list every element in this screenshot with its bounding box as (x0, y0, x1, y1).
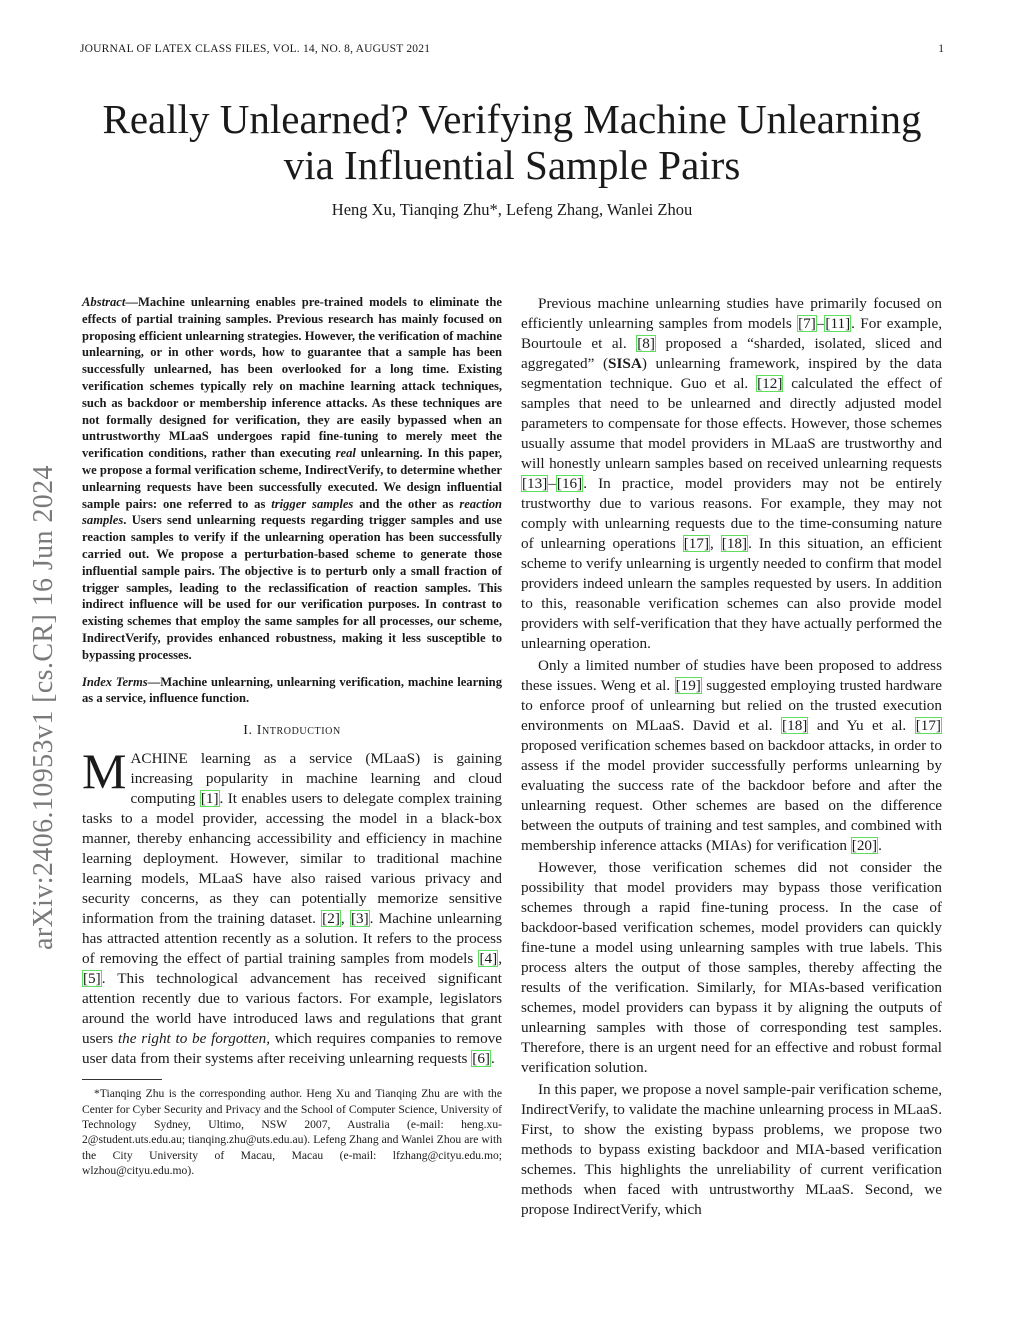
abstract-lead: Abstract (82, 295, 126, 309)
citation-link[interactable]: [16] (556, 475, 583, 492)
right-column (521, 294, 942, 1222)
drop-cap: M (82, 743, 127, 800)
right-to-be-forgotten: the right to be forgotten (117, 1030, 267, 1048)
title-line-2: via Influential Sample Pairs (283, 142, 741, 188)
intro-text-b: . It enables users to delegate complex training tasks to a model provider, accessing the model in a black-box manner, thereby enhancing accessibility and efficiency in machine learning deployment. However, similar to traditional machine learning models, MLaaS have also raised various privacy and security concerns, as they can potentially memorize sensitive information from the training dataset. (82, 790, 503, 928)
right-paragraph-3: However, those verification schemes did not consider the possibility that model providers may bypass those verification schemes through a rapid fine-tuning process. In the case of backdoor-based verification schemes, model providers can quickly fine-tune a model using unlearning samples with true labels. This process alters the output of those samples, thereby affecting the results of the verification. Similarly, for MIAs-based verification schemes, model providers can bypass it by aligning the outputs of unlearning samples with those of corresponding test samples. Therefore, there is an urgent need for an effective and robust formal verification solution. (521, 859, 942, 1076)
text: and Yu et al. (808, 717, 915, 734)
abstract-text-4: . Users send unlearning requests regarding trigger samples and use reaction samples to verify if the unlearning operation has been successfully carried out. We propose a perturbation-based scheme to generate those influential sample pairs. The objective is to perturb only a small fraction of trigger samples, leading to the reclassification of reaction samples. This indirect influence will be used for our verification purposes. In contrast to existing schemes that employ the same samples for all processes, our scheme, IndirectVerify, provides enhanced robustness, making it less susceptible to bypassing processes. (82, 513, 502, 662)
separator: – (548, 475, 556, 492)
citation-link[interactable]: [2] (322, 910, 340, 928)
text: suggested employing trusted hardware to enforce proof of unlearning but relied on the trusted execution environments on MLaaS. David et al. (521, 677, 942, 734)
citation-link[interactable]: [13] (522, 475, 548, 492)
separator: , (498, 950, 502, 968)
section-heading-introduction (82, 721, 502, 741)
citation-link[interactable]: [20] (851, 837, 878, 854)
arxiv-stamp: arXiv:2406.10953v1 [cs.CR] 16 Jun 2024 (28, 465, 59, 950)
abstract-text-2: unlearning. In this paper, we propose a formal verification scheme, IndirectVerify, to determine whether unlearning requests have been successfully executed. We design influential sample pairs: one referred to as (82, 446, 503, 511)
right-paragraph-1 (521, 294, 942, 654)
index-terms-lead: Index Terms (82, 674, 148, 689)
separator: – (816, 315, 825, 332)
abstract-text-1: —Machine unlearning enables pre-trained models to eliminate the effects of partial training samples. Previous research has mainly focused on proposing efficient unlearning strategies. However, the verification of machine unlearning, or in other words, how to guarantee that a sample has been successfully unlearned, has been overlooked for a long time. Existing verification schemes typically rely on machine learning attack techniques, such as backdoor or membership inference attacks. As these techniques are not formally designed for verification, they are easily bypassed when an untrustworthy MLaaS undergoes rapid fine-tuning to merely meet the verification conditions, rather than executing (82, 295, 502, 461)
footnote-rule (82, 1079, 162, 1080)
left-column (82, 294, 502, 1179)
text: . In practice, model providers may not be entirely trustworthy due to various reasons. For example, they may not comply with unlearning requests due to the time-consuming nature of unlearning operations (521, 475, 942, 552)
sisa-term: SISA (608, 355, 642, 372)
footnote: *Tianqing Zhu is the corresponding author. Heng Xu and Tianqing Zhu are with the Center for Cyber Security and Privacy and the School of Computer Science, University of Technology Sydney, Ultimo, NSW 2007, Australia (e-mail: heng.xu-2@student.uts.edu.au; tianqing.zhu@uts.edu.au). Lefeng Zhang and Wanlei Zhou are with the City University of Macau, Macau (e-mail: lfzhang@cityu.edu.mo; wlzhou@cityu.edu.mo). (82, 1087, 502, 1178)
intro-text-f: . (490, 1050, 495, 1068)
text: Previous machine unlearning studies have primarily focused on efficiently unlearning samples from models (521, 295, 942, 332)
text: . For example, Bourtoule et al. (521, 315, 942, 352)
author-list: Heng Xu, Tianqing Zhu*, Lefeng Zhang, Wanlei Zhou (331, 200, 693, 219)
citation-link[interactable]: [7] (798, 315, 816, 332)
citation-link[interactable]: [18] (782, 717, 808, 734)
citation-link[interactable]: [3] (350, 910, 369, 928)
page-number: 1 (938, 43, 944, 55)
running-header: JOURNAL OF LATEX CLASS FILES, VOL. 14, NO. 8, AUGUST 2021 (80, 43, 431, 55)
right-paragraph-4: In this paper, we propose a novel sample-pair verification scheme, IndirectVerify, to validate the machine unlearning process in MLaaS. First, to show the existing bypass problems, we propose two methods to bypass existing backdoor and MIA-based verification schemes. This highlights the unreliability of current verification methods when faced with untrustworthy MLaaS. Second, we propose IndirectVerify, which (521, 1081, 942, 1218)
citation-link[interactable]: [17] (683, 535, 710, 552)
citation-link[interactable]: [12] (757, 375, 783, 392)
citation-link[interactable]: [6] (472, 1050, 490, 1068)
text: . (878, 837, 882, 854)
abstract-real: real (335, 446, 356, 461)
section-number: I. (243, 723, 257, 739)
intro-paragraph-1 (82, 743, 503, 1069)
section-title: Introduction (256, 723, 341, 739)
abstract-text-3: and the other as (353, 496, 460, 511)
citation-link[interactable]: [1] (200, 790, 219, 808)
text: ) unlearning framework, inspired by the data segmentation technique. Guo et al. (521, 355, 942, 392)
citation-link[interactable]: [8] (637, 335, 655, 352)
abstract-trigger: trigger samples (271, 496, 354, 511)
citation-link[interactable]: [19] (675, 677, 701, 694)
intro-text-e: , which requires companies to remove user data from their systems after receiving unlearning requests (82, 1030, 502, 1068)
citation-link[interactable]: [4] (479, 950, 498, 968)
abstract-reaction: reaction samples (82, 496, 502, 528)
text: Only a limited number of studies have been proposed to address these issues. Weng et al. (521, 657, 942, 694)
separator: , (710, 535, 721, 552)
intro-text-d: . This technological advancement has received significant attention recently due to various factors. For example, legislators around the world have introduced laws and regulations that grant users (82, 970, 502, 1048)
index-terms (82, 674, 502, 708)
citation-link[interactable]: [17] (915, 717, 941, 734)
title-line-1: Really Unlearned? Verifying Machine Unlearning (102, 96, 922, 142)
citation-link[interactable]: [5] (83, 970, 101, 988)
intro-text-a: ACHINE learning as a service (MLaaS) is gaining increasing popularity in machine learning and cloud computing (130, 750, 502, 808)
citation-link[interactable]: [11] (825, 315, 851, 332)
abstract (82, 294, 502, 664)
index-terms-text: —Machine unlearning, unlearning verification, machine learning as a service, influence function. (82, 674, 502, 706)
text: proposed verification schemes based on backdoor attacks, in order to assess if the model provider successfully performs unlearning by evaluating the success rate of the backdoor before and after the unlearning request. Other schemes are based on the difference between the outputs of training and test samples, and combined with membership inference attacks (MIAs) for verification (521, 737, 942, 854)
text: calculated the effect of samples that need to be unlearned and directly adjusted model parameters to compensate for those effects. However, those schemes usually assume that model providers in MLaaS are trustworthy and will honestly unlearn samples based on received unlearning requests (521, 375, 942, 472)
separator: , (340, 910, 350, 928)
paper-title (0, 96, 1024, 188)
citation-link[interactable]: [18] (721, 535, 748, 552)
right-paragraph-2 (521, 656, 942, 856)
intro-text-c: . Machine unlearning has attracted attention recently as a solution. It refers to the process of removing the effect of partial training samples from models (82, 910, 503, 968)
text: . In this situation, an efficient scheme to verify unlearning is urgently needed to confirm that model providers indeed unlearn the samples requested by users. In addition to this, reasonable verification schemes can also provide model providers with self-verification that they have actually performed the unlearning operation. (521, 535, 942, 652)
text: proposed a “sharded, isolated, sliced and aggregated” ( (521, 335, 943, 372)
